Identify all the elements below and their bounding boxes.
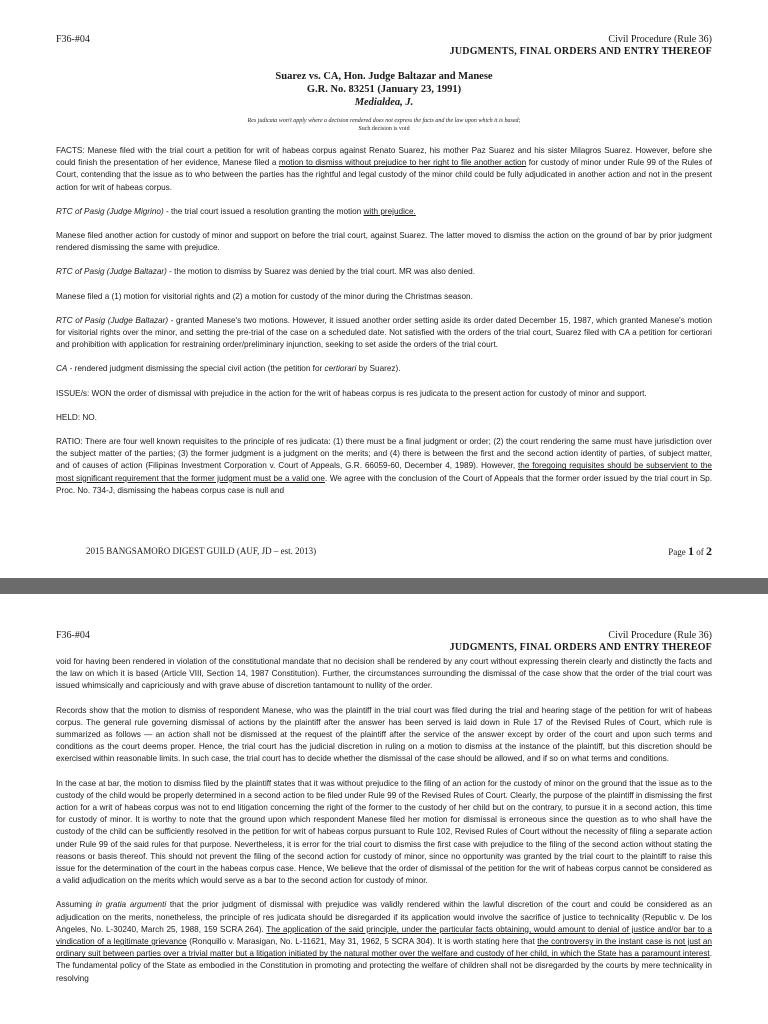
doctrine-line-2: Such decision is void (358, 126, 410, 132)
second-action-paragraph: Manese filed another action for custody of minor and support on before the trial court, against Suarez. The latter moved to dismiss the action on the ground of bar by prior judgment rendered dismissing the same with prejudice. (56, 231, 712, 253)
footer-guild: 2015 BANGSAMORO DIGEST GUILD (AUF, JD – est. 2013) (86, 546, 317, 556)
assuming-paragraph: Assuming in gratia argumenti that the prior judgment of dismissal with prejudice was validly rendered within the lawful discretion of the court and could be considered as an adjudication on the merits, nonetheless, the principle of res judicata should be disregarded if its application would involve the sacrifice of justice to technicality (Republic v. De los Angeles, No. L-30240, March 25, 1988, 159 SCRA 264). The application of the said principle, under the particular facts obtaining, would amount to denial of justice and/or bar to a vindication of a legitimate grievance (Ronquillo v. Marasigan, No. L-11621, May 31, 1962, 5 SCRA 304). It is worth stating here that the controversy in the instant case is not just an ordinary suit between parties over a trivial matter but a litigation initiated by the natural mother over the welfare and custody of her child, in which the State has a paramount interest. The fundamental policy of the State as embodied in the Constitution in promoting and protecting the welfare of children shall not be disregarded by the courts by mere technicality in resolving (56, 900, 713, 983)
header-topic-2: JUDGMENTS, FINAL ORDERS AND ENTRY THEREOF (449, 642, 712, 653)
motions-paragraph: Manese filed a (1) motion for visitorial rights and (2) a motion for custody of the minor during the Christmas season. (56, 291, 473, 301)
header-subject: Civil Procedure (Rule 36) (608, 34, 712, 45)
ca-paragraph: CA - rendered judgment dismissing the special civil action (the petition for certiorari by Suarez). (56, 364, 401, 374)
header-code: F36-#04 (56, 34, 90, 45)
rtc-migrino-paragraph: RTC of Pasig (Judge Migrino) - the trial court issued a resolution granting the motion with prejudice. (56, 206, 416, 216)
held-paragraph: HELD: NO. (56, 412, 97, 422)
case-title: Suarez vs. CA, Hon. Judge Baltazar and Manese (275, 71, 493, 82)
rtc-baltazar-paragraph: RTC of Pasig (Judge Baltazar) - the motion to dismiss by Suarez was denied by the trial court. MR was also denied. (56, 267, 475, 277)
issue-paragraph: ISSUE/s: WON the order of dismissal with prejudice in the action for the writ of habeas corpus is res judicata to the present action for custody of minor and support. (56, 388, 647, 398)
header-right (450, 34, 712, 58)
case-at-bar-paragraph: In the case at bar, the motion to dismiss filed by the plaintiff states that it was without prejudice to the filing of an action for the custody of minor on the ground that the issue as to the custody of the child would be properly determined in a second action to be filed under Rule 99 of the Revised Rules of Court. Clearly, the purpose of the plaintiff in dismissing the first action for a writ of habeas corpus was not to end litigation concerning the right of the former to the custody of her child but on the contrary, to pursue it in a second action, this time for custody of minor. It is worthy to note that the ground upon which respondent Manese filed her motion for dismissal is erroneous since the question as to who shall have the custody of the child can be sufficiently resolved in the petition for writ of habeas corpus pursuant to Rule 102, Revised Rules of Court without the necessity of filing a separate action under Rule 99 of the said rules for that purpose. Nevertheless, it is error for the trial court to dismiss the first case with prejudice to the filing of the second action without stating the reasons or basis thereof. This should not prevent the filing of the second action for custody of minor, since no opportunity was granted by the trial court to the plaintiff to raise this issue for the determination of the court in the habeas corpus case. Hence, We believe that the order of dismissal of the petition for the writ of habeas corpus cannot be considered as a valid adjudication on the merits which would serve as a bar to the second action for custody of minor. (56, 778, 712, 886)
case-ponente: Medialdea, J. (354, 97, 414, 108)
records-paragraph: Records show that the motion to dismiss of respondent Manese, who was the plaintiff in the trial court was filed during the trial and hearing stage of the petition for writ of habeas corpus. The general rule governing dismissal of actions by the plaintiff after the answer has been served is laid down in Rule 17 of the Revised Rules of Court, which rule is summarized as follows — an action shall not be dismissed at the request of the plaintiff after the service of the answer except by order of the court and upon such terms and conditions as the court deems proper. Hence, the trial court has the judicial discretion in ruling on a motion to dismiss at the instance of the plaintiff, but this discretion should be exercised within reasonable limits. In such case, the trial court has to decide whether the dismissal of the case should be allowed, and if so on what terms and conditions. (56, 705, 712, 764)
page-2-content (56, 656, 712, 997)
facts-paragraph: FACTS: Manese filed with the trial court a petition for writ of habeas corpus against Renato Suarez, his mother Paz Suarez and his sister Milagros Suarez. However, before she could finish the presentation of her evidence, Manese filed a motion to dismiss without prejudice to her right to file another action for custody of minor under Rule 99 of the Rules of Court, contending that the issue as to who between the parties has the rightful and legal custody of the minor child could be fully adjudicated in another action and not in the present action for writ of habeas corpus. (56, 146, 712, 192)
case-gr-number: G.R. No. 83251 (January 23, 1991) (306, 84, 462, 95)
doctrine-line-1: Res judicata won't apply where a decision rendered does not express the facts and the law upon which it is based; (247, 118, 521, 124)
case-heading (56, 70, 712, 109)
page-1-content (56, 70, 712, 497)
void-paragraph: void for having been rendered in violation of the constitutional mandate that no decision shall be rendered by any court without expressing therein clearly and distinctly the facts and the law on which it is based (Article VIII, Section 14, 1987 Constitution). Further, the circumstances surrounding the dismissal of the case show that the order of the trial court was issued whimsically and capriciously and with grave abuse of discretion tantamount to nullity of the order. (56, 657, 712, 691)
rtc-baltazar-orders-paragraph: RTC of Pasig (Judge Baltazar) - granted Manese's two motions. However, it issued another order setting aside its order dated December 15, 1987, which granted Manese's motion for visitorial rights over the minor, and setting the pre-trial of the case on a scheduled date. Not satisfied with the orders of the trial court, Suarez filed with CA a petition for certiorari and prohibition with application for restraining order/preliminary injunction, seeking to set aside the orders of the trial court. (56, 315, 712, 350)
case-doctrine (56, 117, 712, 133)
header-subject-2: Civil Procedure (Rule 36) (608, 630, 712, 641)
page-number: Page 1 of 2 (668, 544, 712, 558)
page-footer (86, 546, 712, 556)
ratio-paragraph: RATIO: There are four well known requisites to the principle of res judicata: (1) there must be a final judgment or order; (2) the court rendering the same must have jurisdiction over the subject matter of the parties; (3) the former judgment is a judgment on the merits; and (4) there is between the first and the second action identity of parties, of subject matter, and of causes of action (Filipinas Investment Corporation v. Court of Appeals, G.R. 66059-60, December 4, 1989). However, the foregoing requisites should be subservient to the most significant requirement that the former judgment must be a valid one. We agree with the conclusion of the Court of Appeals that the former order issued by the trial court in Sp. Proc. No. 734-J, dismissing the habeas corpus case is null and (56, 437, 712, 495)
header-code-2: F36-#04 (56, 630, 90, 641)
header-topic: JUDGMENTS, FINAL ORDERS AND ENTRY THEREOF (449, 46, 712, 57)
header-right-2 (450, 630, 712, 654)
document-page-2 (0, 594, 768, 1024)
